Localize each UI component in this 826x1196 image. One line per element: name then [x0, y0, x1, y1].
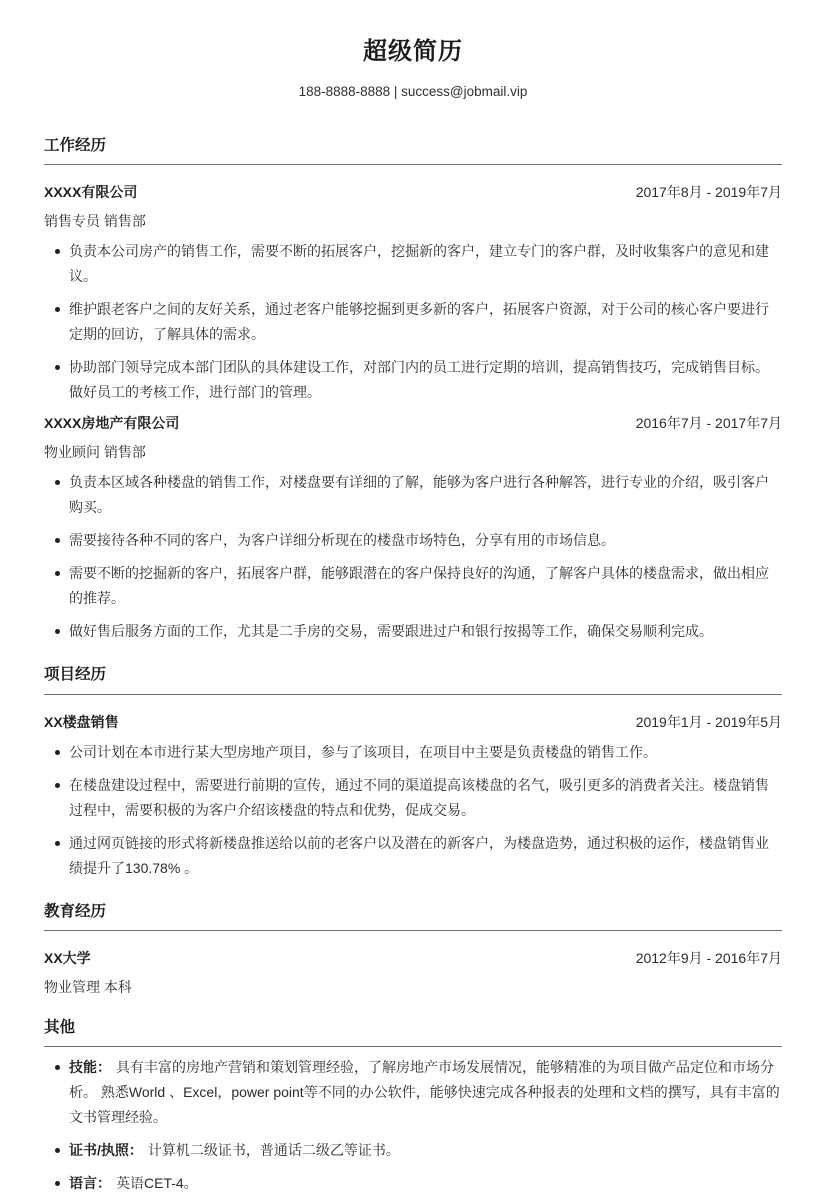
other-item-text: 计算机二级证书，普通话二级乙等证书。 — [147, 1142, 400, 1159]
work-entry — [44, 182, 782, 405]
bullet-item: 通过网页链接的形式将新楼盘推送给以前的老客户以及潜在的新客户，为楼盘造势，通过积极的运作，楼盘销售业绩提升了130.78% 。 — [69, 831, 782, 881]
other-item-label: 语言： — [69, 1175, 111, 1192]
resume-header — [44, 38, 782, 99]
bullet-item: 负责本区域各种楼盘的销售工作，对楼盘要有详细的了解，能够为客户进行各种解答，进行专业的介绍，吸引客户购买。 — [69, 470, 782, 520]
school-name: XX大学 — [44, 949, 91, 966]
bullet-item: 协助部门领导完成本部门团队的具体建设工作，对部门内的员工进行定期的培训，提高销售技巧，完成销售目标。做好员工的考核工作，进行部门的管理。 — [69, 355, 782, 405]
other-item-certificates — [69, 1138, 782, 1163]
other-item-text: 具有丰富的房地产营销和策划管理经验，了解房地产市场发展情况，能够精准的为项目做产品定位和市场分析。 熟悉World 、Excel，power point等不同的办公软件，能够快速完成各种报表的处理和文档的撰写，具有丰富的文书管理经验。 — [69, 1059, 780, 1126]
section-heading-projects: 项目经历 — [44, 665, 782, 694]
other-item-text: 英语CET-4。 — [116, 1175, 198, 1192]
bullet-item: 需要不断的挖掘新的客户，拓展客户群，能够跟潜在的客户保持良好的沟通，了解客户具体的楼盘需求，做出相应的推荐。 — [69, 561, 782, 611]
section-work-experience — [44, 136, 782, 644]
section-heading-other: 其他 — [44, 1018, 782, 1047]
entry-header — [44, 413, 782, 433]
entry-date: 2017年8月 - 2019年7月 — [635, 184, 782, 201]
bullet-item: 做好售后服务方面的工作，尤其是二手房的交易，需要跟进过户和银行按揭等工作，确保交易顺利完成。 — [69, 619, 782, 644]
bullet-item: 公司计划在本市进行某大型房地产项目，参与了该项目，在项目中主要是负责楼盘的销售工作。 — [69, 740, 782, 765]
bullet-list — [44, 470, 782, 644]
job-role: 销售专员 销售部 — [44, 213, 146, 230]
education-entry — [44, 948, 782, 997]
bullet-list — [44, 1055, 782, 1196]
job-role: 物业顾问 销售部 — [44, 444, 146, 461]
entry-date: 2012年9月 - 2016年7月 — [635, 949, 782, 966]
section-education — [44, 902, 782, 997]
company-name: XXXX有限公司 — [44, 184, 138, 201]
section-project-experience — [44, 665, 782, 880]
entry-date: 2019年1月 - 2019年5月 — [635, 713, 782, 730]
contact-line: 188-8888-8888 | success@jobmail.vip — [298, 83, 528, 99]
bullet-item: 负责本公司房产的销售工作，需要不断的拓展客户，挖掘新的客户，建立专门的客户群，及时收集客户的意见和建议。 — [69, 239, 782, 289]
entry-header — [44, 182, 782, 202]
section-other — [44, 1018, 782, 1196]
bullet-item: 在楼盘建设过程中，需要进行前期的宣传，通过不同的渠道提高该楼盘的名气，吸引更多的消费者关注。楼盘销售过程中，需要积极的为客户介绍该楼盘的特点和优势，促成交易。 — [69, 773, 782, 823]
other-item-languages — [69, 1171, 782, 1196]
bullet-list — [44, 239, 782, 405]
project-name: XX楼盘销售 — [44, 713, 119, 730]
section-heading-education: 教育经历 — [44, 902, 782, 931]
bullet-item: 维护跟老客户之间的友好关系，通过老客户能够挖掘到更多新的客户，拓展客户资源，对于公司的核心客户要进行定期的回访，了解具体的需求。 — [69, 297, 782, 347]
work-entry — [44, 413, 782, 644]
resume-title: 超级简历 — [363, 38, 463, 65]
section-heading-work: 工作经历 — [44, 136, 782, 165]
education-detail: 物业管理 本科 — [44, 978, 132, 995]
bullet-list — [44, 740, 782, 881]
other-item-label: 证书/执照： — [69, 1142, 143, 1159]
entry-date: 2016年7月 - 2017年7月 — [635, 415, 782, 432]
entry-header — [44, 948, 782, 968]
bullet-item: 需要接待各种不同的客户，为客户详细分析现在的楼盘市场特色，分享有用的市场信息。 — [69, 528, 782, 553]
other-item-skills — [69, 1055, 782, 1130]
project-entry — [44, 712, 782, 881]
company-name: XXXX房地产有限公司 — [44, 415, 180, 432]
entry-header — [44, 712, 782, 732]
other-item-label: 技能： — [69, 1059, 111, 1076]
